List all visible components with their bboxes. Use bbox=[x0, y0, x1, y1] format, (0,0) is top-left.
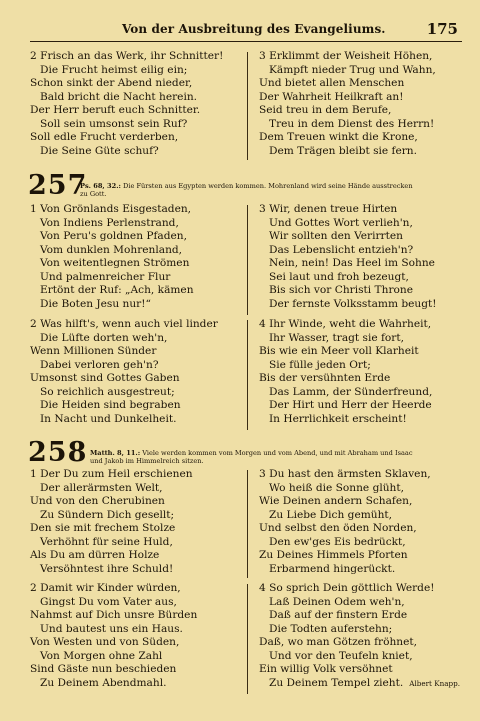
verse-line: Zu Deines Himmels Pforten bbox=[259, 549, 408, 562]
verse-line: Nein, nein! Das Heel im Sohne bbox=[269, 257, 435, 270]
verse-line: Dem Treuen winkt die Krone, bbox=[259, 131, 418, 144]
verse-line: Bis wie ein Meer voll Klarheit bbox=[259, 345, 419, 358]
verse-line: Sei laut und froh bezeugt, bbox=[269, 270, 409, 283]
verse-line: 4 Ihr Winde, weht die Wahrheit, bbox=[259, 318, 432, 330]
verse-line: Den ew'ges Eis bedrückt, bbox=[269, 535, 406, 548]
verse-line: Und Gottes Wort verlieh'n, bbox=[269, 216, 413, 229]
verse-line: Umsonst sind Gottes Gaben bbox=[30, 372, 180, 385]
verse-line: Die Boten Jesu nur!“ bbox=[40, 297, 151, 310]
scripture-text-cont: und Jakob im Himmelreich sitzen. bbox=[90, 457, 204, 465]
verse-line: Ertönt der Ruf: „Ach, kämen bbox=[40, 284, 194, 297]
verse-line: Der Hirt und Herr der Heerde bbox=[269, 399, 432, 412]
verse-line: 3 Wir, denen treue Hirten bbox=[259, 203, 398, 215]
hymn-258-verse-4 bbox=[259, 582, 460, 690]
verse-line: Und bietet allen Menschen bbox=[259, 77, 405, 90]
verse-line: Bis sich vor Christi Throne bbox=[269, 284, 413, 297]
verse-line: In Herrlichkeit erscheint! bbox=[269, 412, 407, 425]
hymn-257-verse-3 bbox=[259, 203, 437, 311]
column-divider bbox=[247, 52, 248, 160]
hymn-257-verse-1 bbox=[30, 203, 194, 311]
verse-line: Ein willig Volk versöhnet bbox=[259, 663, 393, 676]
column-divider bbox=[247, 470, 248, 578]
verse-line: Und bautest uns ein Haus. bbox=[40, 622, 183, 635]
verse-line bbox=[259, 677, 460, 691]
verse-line: Wie Deinen andern Schafen, bbox=[259, 495, 413, 508]
verse-line: 1 Von Grönlands Eisgestaden, bbox=[30, 203, 192, 215]
verse-line: Laß Deinen Odem weh'n, bbox=[269, 595, 405, 608]
verse-line: Die Heiden sind begraben bbox=[40, 399, 181, 412]
verse-line: Bis der versühnten Erde bbox=[259, 372, 391, 385]
verse-line: Von Peru's goldnen Pfaden, bbox=[40, 230, 187, 243]
page-number: 175 bbox=[426, 20, 458, 38]
verse-line: Zu Deinem Abendmahl. bbox=[40, 676, 167, 689]
verse-line: Von Westen und von Süden, bbox=[30, 636, 180, 649]
verse-line: Und selbst den öden Norden, bbox=[259, 522, 417, 535]
verse-line: Gingst Du vom Vater aus, bbox=[40, 595, 177, 608]
verse-line: Der Herr beruft euch Schnitter. bbox=[30, 104, 201, 117]
scripture-citation: Ps. 68, 32.: bbox=[80, 182, 121, 190]
hymn-258-verse-1 bbox=[30, 468, 193, 576]
author-credit: Albert Knapp. bbox=[409, 678, 460, 688]
hymn-258-verse-3 bbox=[259, 468, 431, 576]
verse-line: Von Morgen ohne Zahl bbox=[40, 649, 163, 662]
verse-line: Soll edle Frucht verderben, bbox=[30, 131, 179, 144]
hymn-number-258: 258 bbox=[28, 437, 88, 468]
verse-line: Die Seine Güte schuf? bbox=[40, 144, 159, 157]
hymn-258-verse-2 bbox=[30, 582, 197, 690]
verse-line: Versöhntest ihre Schuld! bbox=[40, 562, 174, 575]
verse-line: Zu Liebe Dich gemüht, bbox=[269, 508, 393, 521]
verse-line: Das Lebenslicht entzieh'n? bbox=[269, 243, 414, 256]
verse-line: Dem Trägen bleibt sie fern. bbox=[269, 144, 418, 157]
verse-line: 3 Erklimmt der Weisheit Höhen, bbox=[259, 50, 433, 62]
verse-line: Sie fülle jeden Ort; bbox=[269, 358, 371, 371]
verse-line: Den sie mit frechem Stolze bbox=[30, 522, 176, 535]
verse-line: Wo heiß die Sonne glüht, bbox=[269, 481, 405, 494]
verse-line: 1 Der Du zum Heil erschienen bbox=[30, 468, 193, 480]
scripture-text: Die Fürsten aus Egypten werden kommen. Mohrenland wird seine Hände ausstrecken bbox=[123, 182, 413, 190]
verse-line: Erbarmend hingerückt. bbox=[269, 562, 396, 575]
verse-line: Als Du am dürren Holze bbox=[30, 549, 160, 562]
verse-line: Seid treu in dem Berufe, bbox=[259, 104, 392, 117]
verse-line: Der Wahrheit Heilkraft an! bbox=[259, 90, 404, 103]
verse-line: 2 Frisch an das Werk, ihr Schnitter! bbox=[30, 50, 224, 62]
verse-line: Die Todten auferstehn; bbox=[269, 622, 393, 635]
verse-line: Nahmst auf Dich unsre Bürden bbox=[30, 609, 198, 622]
hymn-number-257: 257 bbox=[28, 170, 88, 201]
prev-hymn-verse-3 bbox=[259, 50, 436, 158]
verse-line: Die Lüfte dorten weh'n, bbox=[40, 331, 168, 344]
verse-line: Das Lamm, der Sünderfreund, bbox=[269, 385, 433, 398]
running-title: Von der Ausbreitung des Evangeliums. bbox=[122, 22, 386, 36]
verse-line: Der fernste Volksstamm beugt! bbox=[269, 297, 437, 310]
verse-line: Von weitentlegnen Strömen bbox=[40, 257, 190, 270]
column-divider bbox=[247, 205, 248, 315]
verse-line: Dabei verloren geh'n? bbox=[40, 358, 159, 371]
verse-line: Treu in dem Dienst des Herrn! bbox=[269, 117, 435, 130]
verse-line-text: Zu Deinem Tempel zieht. bbox=[269, 676, 404, 689]
verse-line: Der allerärmsten Welt, bbox=[40, 481, 163, 494]
verse-line: Sind Gäste nun beschieden bbox=[30, 663, 177, 676]
hymn-257-scripture-ref bbox=[80, 182, 413, 198]
hymn-257-verse-4 bbox=[259, 318, 432, 426]
verse-line: 4 So sprich Dein göttlich Werde! bbox=[259, 582, 435, 594]
header-rule bbox=[30, 41, 462, 42]
verse-line: Wir sollten den Verirrten bbox=[269, 230, 403, 243]
verse-line: Die Frucht heimst eilig ein; bbox=[40, 63, 188, 76]
verse-line: Zu Sündern Dich gesellt; bbox=[40, 508, 175, 521]
verse-line: 2 Damit wir Kinder würden, bbox=[30, 582, 181, 594]
verse-line: Verhöhnt für seine Huld, bbox=[40, 535, 173, 548]
verse-line: So reichlich ausgestreut; bbox=[40, 385, 175, 398]
verse-line: 3 Du hast den ärmsten Sklaven, bbox=[259, 468, 431, 480]
column-divider bbox=[247, 320, 248, 430]
verse-line: Kämpft nieder Trug und Wahn, bbox=[269, 63, 436, 76]
column-divider bbox=[247, 584, 248, 694]
prev-hymn-verse-2 bbox=[30, 50, 223, 158]
hymn-257-verse-2 bbox=[30, 318, 218, 426]
verse-line: In Nacht und Dunkelheit. bbox=[40, 412, 177, 425]
running-header bbox=[30, 18, 462, 40]
hymn-258-scripture-ref bbox=[90, 449, 413, 465]
scripture-text: Viele werden kommen vom Morgen und vom Abend, und mit Abraham und Isaac bbox=[142, 449, 413, 457]
verse-line: Und von den Cherubinen bbox=[30, 495, 165, 508]
scripture-citation: Matth. 8, 11.: bbox=[90, 449, 141, 457]
verse-line: Daß auf der finstern Erde bbox=[269, 609, 408, 622]
scripture-text-cont: zu Gott. bbox=[80, 190, 107, 198]
verse-line: 2 Was hilft's, wenn auch viel linder bbox=[30, 318, 218, 330]
verse-line: Von Indiens Perlenstrand, bbox=[40, 216, 179, 229]
verse-line: Ihr Wasser, tragt sie fort, bbox=[269, 331, 404, 344]
verse-line: Bald bricht die Nacht herein. bbox=[40, 90, 198, 103]
verse-line: Vom dunklen Mohrenland, bbox=[40, 243, 183, 256]
verse-line: Wenn Millionen Sünder bbox=[30, 345, 157, 358]
verse-line: Soll sein umsonst sein Ruf? bbox=[40, 117, 188, 130]
verse-line: Und vor den Teufeln kniet, bbox=[269, 649, 413, 662]
verse-line: Und palmenreicher Flur bbox=[40, 270, 171, 283]
verse-line: Schon sinkt der Abend nieder, bbox=[30, 77, 193, 90]
verse-line: Daß, wo man Götzen fröhnet, bbox=[259, 636, 418, 649]
